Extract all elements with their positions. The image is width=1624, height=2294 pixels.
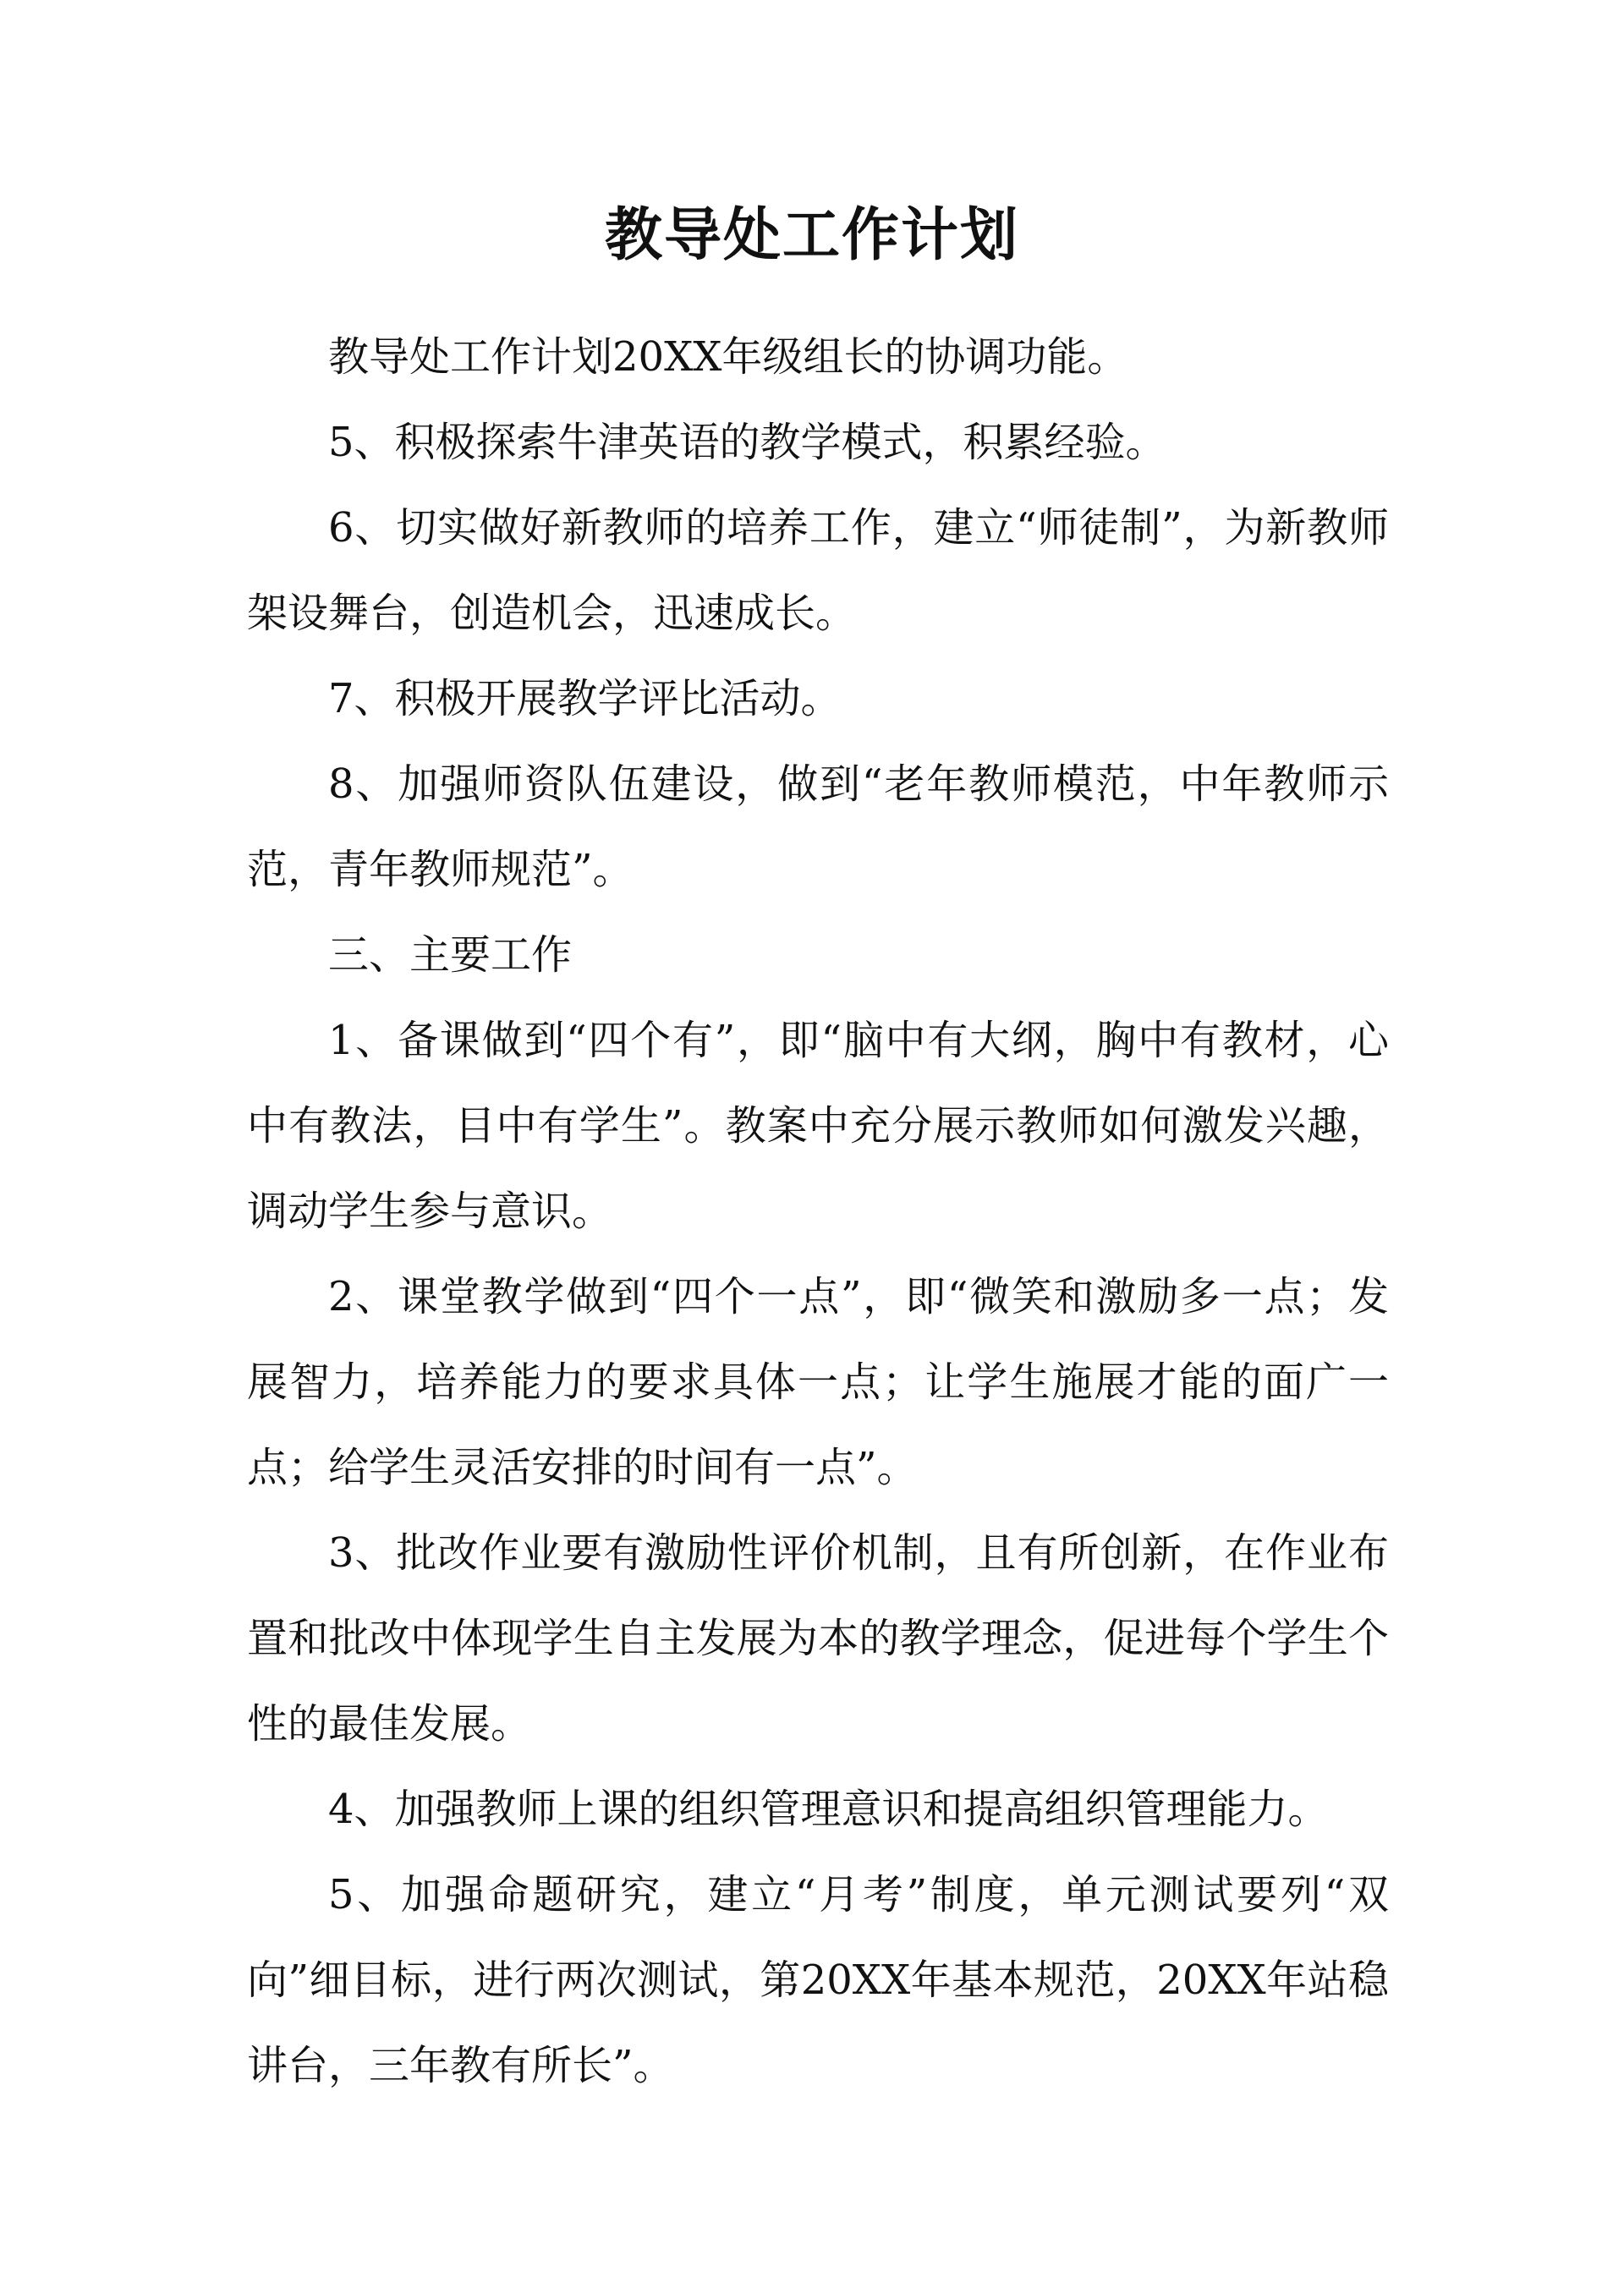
paragraph: 5、加强命题研究，建立“月考”制度，单元测试要列“双向”细目标，进行两次测试，第20XX年基本规范，20XX年站稳讲台，三年教有所长”。 — [247, 1871, 1389, 2089]
document-body — [247, 315, 1389, 2109]
section-heading: 三、主要工作 — [328, 931, 573, 979]
paragraph: 3、批改作业要有激励性评价机制，且有所创新，在作业布置和批改中体现学生自主发展为本的教学理念，促进每个学生个性的最佳发展。 — [247, 1529, 1389, 1748]
paragraph: 教导处工作计划20XX年级组长的协调功能。 — [328, 333, 1128, 381]
paragraph: 5、积极探索牛津英语的教学模式，积累经验。 — [328, 419, 1166, 466]
paragraph: 8、加强师资队伍建设，做到“老年教师模范，中年教师示范，青年教师规范”。 — [247, 760, 1389, 893]
paragraph: 6、切实做好新教师的培养工作，建立“师徒制”，为新教师架设舞台，创造机会，迅速成长。 — [247, 504, 1389, 637]
paragraph: 1、备课做到“四个有”，即“脑中有大纲，胸中有教材，心中有教法，目中有学生”。教案中充分展示教师如何激发兴趣，调动学生参与意识。 — [247, 1017, 1389, 1235]
paragraph: 4、加强教师上课的组织管理意识和提高组织管理能力。 — [328, 1786, 1329, 1833]
paragraph: 2、课堂教学做到“四个一点”，即“微笑和激励多一点；发展智力，培养能力的要求具体一点；让学生施展才能的面广一点；给学生灵活安排的时间有一点”。 — [247, 1273, 1389, 1491]
paragraph: 7、积极开展教学评比活动。 — [328, 675, 842, 722]
document-title: 教导处工作计划 — [604, 201, 1019, 269]
